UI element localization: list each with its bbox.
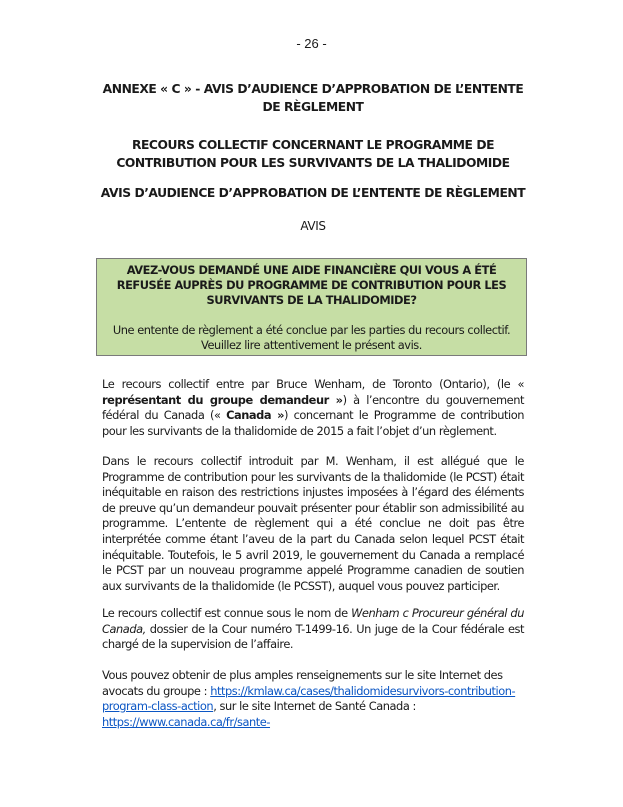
callout-box (96, 258, 527, 356)
text: Le recours collectif est connue sous le nom de (102, 606, 352, 620)
avis-label: AVIS (300, 219, 326, 233)
bold-term: Canada » (226, 408, 284, 423)
text: ) concernant le Programme de contribution pour les survivants de la thalidomide de 2015 a fait l’objet d’un règlement. (102, 408, 525, 438)
paragraph-allegation: Dans le recours collectif introduit par M. Wenham, il est allégué que le Programme de contribution pour les survivants de la thalidomide (le PCST) était inéquitable en raison des restrictions injustes imposées à l’égard des éléments de preuve qu’un demandeur pouvait présenter pour établir son admissibilité au programme. L’entente de règlement qui a été conclue ne doit pas être interprétée comme étant l’aveu de la part du Canada selon lequel PCST était inéquitable. Toutefois, le 5 avril 2019, le gouvernement du Canada a remplacé le PCST par un nouveau programme appelé Programme canadien de soutien aux survivants de la thalidomide (le PCSST), auquel vous pouvez participer. (102, 454, 524, 593)
bold-term: représentant du groupe demandeur » (102, 392, 343, 407)
health-canada-link[interactable]: https://www.canada.ca/fr/sante- (102, 714, 271, 729)
text: dossier de la Cour numéro T-1499-16. Un juge de la Cour fédérale est chargé de la supervision de l’affaire. (102, 621, 524, 652)
kmlaw-link[interactable]: https://kmlaw.ca/cases/thalidomidesurvivors-contribution-program-class-action (102, 683, 516, 714)
paragraph-settlement-intro (102, 377, 524, 439)
text: ) à l’encontre du gouvernement fédéral du Canada (« (102, 392, 524, 423)
paragraph-case-name (102, 606, 524, 653)
text: Le recours collectif entre par Bruce Wenham, de Toronto (Ontario), (le « (102, 377, 524, 391)
callout-message: Une entente de règlement a été conclue par les parties du recours collectif. Veuillez lire attentivement le présent avis. (112, 323, 511, 352)
callout-question: AVEZ-VOUS DEMANDÉ UNE AIDE FINANCIÈRE QUI VOUS A ÉTÉ REFUSÉE AUPRÈS DU PROGRAMME DE CONTRIBUTION POUR LES SURVIVANTS DE LA THALIDOMIDE? (116, 263, 507, 307)
text: Vous pouvez obtenir de plus amples renseignements sur le site Internet des avocats du groupe : (102, 668, 503, 698)
notice-title: AVIS D’AUDIENCE D’APPROBATION DE L’ENTENTE DE RÈGLEMENT (100, 186, 526, 200)
case-name: Wenham c Procureur général du Canada, (102, 606, 524, 636)
page-number: - 26 - (296, 36, 327, 51)
paragraph-more-info (102, 668, 524, 730)
annex-title: ANNEXE « C » - AVIS D’AUDIENCE D’APPROBATION DE L’ENTENTE DE RÈGLEMENT (102, 82, 524, 114)
text: , sur le site Internet de Santé Canada : (213, 699, 416, 714)
class-action-title: RECOURS COLLECTIF CONCERNANT LE PROGRAMME DE CONTRIBUTION POUR LES SURVIVANTS DE LA THALIDOMIDE (116, 138, 510, 170)
